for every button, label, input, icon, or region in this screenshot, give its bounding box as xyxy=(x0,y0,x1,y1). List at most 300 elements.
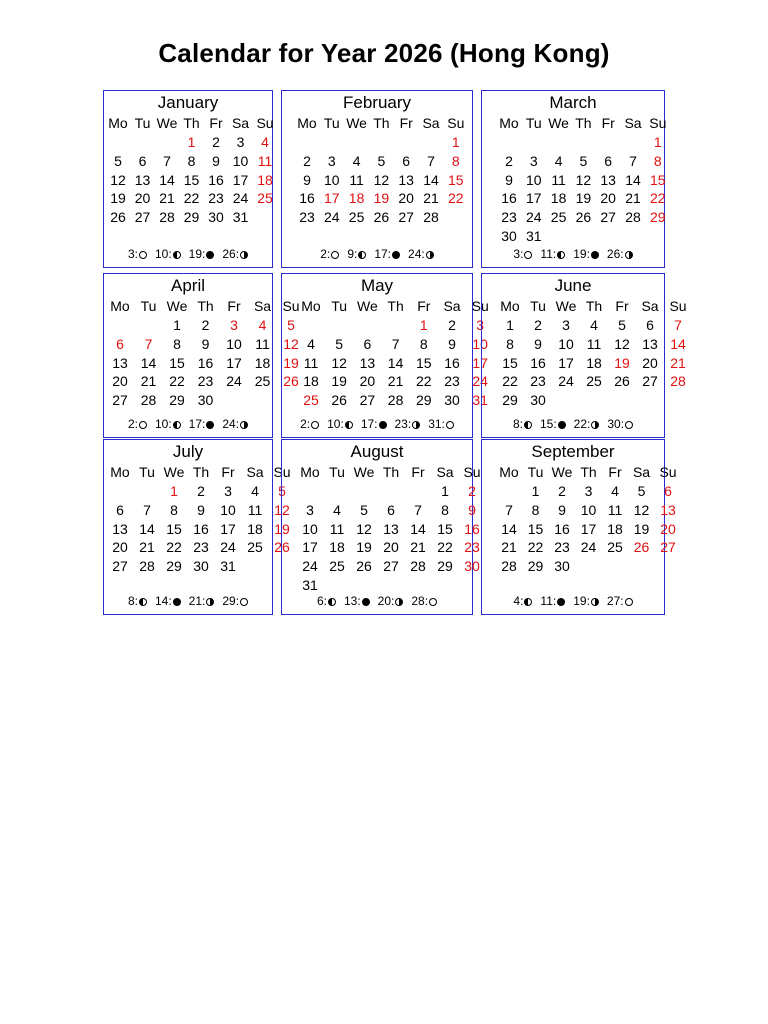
first-quarter-moon-icon xyxy=(625,251,633,259)
day-cell: 23 xyxy=(501,209,517,226)
moon-phase-entry xyxy=(374,247,400,261)
weekday-header: Su xyxy=(463,464,481,480)
day-cell: 2 xyxy=(197,483,205,499)
day-cell: 4 xyxy=(307,335,315,352)
month-name: March xyxy=(549,93,597,112)
moon-phase-entry xyxy=(574,417,600,431)
month-name: July xyxy=(172,442,204,461)
moon-phase-day: 10: xyxy=(154,417,172,431)
weekday-header: Fr xyxy=(417,298,431,314)
moon-phase-entry xyxy=(540,594,565,608)
moon-phase-entry xyxy=(540,247,565,261)
weekday-header: Fr xyxy=(601,115,615,131)
day-cell: 3 xyxy=(476,317,485,333)
day-cell: 18 xyxy=(257,171,273,188)
new-moon-icon xyxy=(392,251,400,259)
day-cell: 24 xyxy=(526,209,542,226)
day-cell: 6 xyxy=(664,483,672,499)
day-cell: 29 xyxy=(166,558,182,575)
last-quarter-moon-icon xyxy=(524,421,532,429)
weekday-header: Fr xyxy=(411,464,425,480)
day-cell: 5 xyxy=(287,317,295,333)
month-february xyxy=(281,90,473,268)
full-moon-icon xyxy=(524,251,532,259)
moon-phase-day: 6: xyxy=(316,594,327,608)
day-cell: 13 xyxy=(134,171,151,188)
month-name: April xyxy=(170,276,205,295)
day-cell: 18 xyxy=(303,373,319,390)
weekday-header: We xyxy=(357,298,378,314)
weekday-header: We xyxy=(353,464,375,480)
day-cell: 8 xyxy=(187,152,196,169)
day-cell: 30 xyxy=(193,558,209,575)
weekday-header: Th xyxy=(585,298,603,314)
day-cell: 28 xyxy=(625,209,641,226)
day-cell: 20 xyxy=(134,190,151,207)
moon-phase-day: 2: xyxy=(320,247,331,261)
day-cell: 30 xyxy=(444,392,460,409)
day-cell: 15 xyxy=(183,171,200,188)
moon-phase-day: 8: xyxy=(127,594,138,608)
day-cell: 25 xyxy=(254,373,271,390)
day-cell: 1 xyxy=(187,134,196,150)
day-cell: 10 xyxy=(558,335,574,352)
day-cell: 9 xyxy=(505,171,513,188)
day-cell: 9 xyxy=(303,171,311,188)
moon-phase-entry xyxy=(428,417,454,431)
moon-phase-entry xyxy=(189,594,215,608)
weekday-header: Sa xyxy=(231,115,250,131)
moon-phase-day: 13: xyxy=(343,594,361,608)
day-cell: 20 xyxy=(112,539,128,556)
moon-phase-entry xyxy=(155,417,181,431)
day-cell: 26 xyxy=(575,209,592,226)
day-cell: 23 xyxy=(193,539,209,556)
day-cell: 25 xyxy=(348,209,365,226)
day-cell: 24 xyxy=(232,190,249,207)
day-cell: 29 xyxy=(527,558,544,575)
day-cell: 31 xyxy=(526,228,542,244)
weekday-header: Su xyxy=(447,115,465,131)
day-cell: 24 xyxy=(324,209,340,226)
weekday-header: Tu xyxy=(527,464,544,480)
last-quarter-moon-icon xyxy=(557,251,565,259)
day-cell: 14 xyxy=(159,171,175,188)
day-cell: 7 xyxy=(144,335,153,352)
new-moon-icon xyxy=(206,251,214,259)
moon-phase-day: 17: xyxy=(360,417,378,431)
day-cell: 4 xyxy=(554,152,563,169)
weekday-header: Mo xyxy=(300,464,320,480)
day-cell: 29 xyxy=(416,392,432,409)
day-cell: 6 xyxy=(363,335,372,352)
day-cell: 6 xyxy=(387,501,395,518)
day-cell: 3 xyxy=(529,152,538,169)
day-cell: 3 xyxy=(224,483,232,499)
full-moon-icon xyxy=(429,598,437,606)
moon-phase-entry xyxy=(513,247,532,261)
day-cell: 25 xyxy=(303,392,319,409)
day-cell: 5 xyxy=(278,483,286,499)
weekday-header: We xyxy=(166,298,188,314)
day-cell: 10 xyxy=(324,171,340,188)
day-cell: 3 xyxy=(230,317,238,333)
weekday-header: We xyxy=(555,298,577,314)
day-cell: 8 xyxy=(419,335,428,352)
day-cell: 5 xyxy=(114,152,122,169)
last-quarter-moon-icon xyxy=(328,598,336,606)
day-cell: 28 xyxy=(423,209,439,226)
moon-phase-day: 30: xyxy=(607,417,625,431)
moon-phase-day: 9: xyxy=(347,247,358,261)
weekday-header: Tu xyxy=(323,115,340,131)
day-cell: 25 xyxy=(586,373,602,390)
day-cell: 12 xyxy=(356,520,372,537)
day-cell: 19 xyxy=(356,539,372,556)
day-cell: 2 xyxy=(303,152,311,169)
day-cell: 2 xyxy=(448,317,456,333)
last-quarter-moon-icon xyxy=(139,598,147,606)
moon-phase-entry xyxy=(189,247,215,261)
day-cell: 22 xyxy=(448,190,464,207)
month-name: May xyxy=(360,276,394,295)
moon-phase-day: 2: xyxy=(127,417,138,431)
weekday-header: Sa xyxy=(624,115,642,131)
moon-phase-entry xyxy=(513,594,532,608)
day-cell: 21 xyxy=(423,190,439,207)
day-cell: 22 xyxy=(169,373,185,390)
day-cell: 30 xyxy=(501,228,517,244)
month-january xyxy=(103,90,273,268)
day-cell: 19 xyxy=(614,354,630,371)
moon-phase-day: 4: xyxy=(513,594,524,608)
day-cell: 20 xyxy=(642,354,658,371)
day-cell: 1 xyxy=(419,317,428,333)
day-cell: 30 xyxy=(530,392,546,409)
moon-phases xyxy=(482,417,664,431)
day-cell: 13 xyxy=(112,520,128,537)
weekday-header: Th xyxy=(183,115,200,131)
day-cell: 24 xyxy=(472,373,488,390)
day-cell: 7 xyxy=(629,152,637,169)
moon-phases xyxy=(282,594,472,608)
day-cell: 24 xyxy=(226,373,242,390)
moon-phase-day: 28: xyxy=(411,594,429,608)
full-moon-icon xyxy=(331,251,339,259)
moon-phase-entry xyxy=(408,247,434,261)
day-cell: 28 xyxy=(140,392,157,409)
day-cell: 8 xyxy=(173,335,181,352)
moon-phase-day: 11: xyxy=(540,594,557,608)
weekday-header: Mo xyxy=(301,298,321,314)
day-cell: 24 xyxy=(220,539,236,556)
day-cell: 23 xyxy=(197,373,214,390)
moon-phase-day: 24: xyxy=(408,247,425,261)
moon-phase-entry xyxy=(300,417,319,431)
day-cell: 6 xyxy=(138,152,147,169)
weekday-header: Fr xyxy=(209,115,223,131)
moon-phase-entry xyxy=(378,594,404,608)
day-cell: 24 xyxy=(580,539,597,556)
day-cell: 24 xyxy=(302,558,318,575)
day-cell: 11 xyxy=(329,520,345,537)
moon-phase-day: 11: xyxy=(540,247,557,261)
moon-phase-entry xyxy=(128,417,147,431)
day-cell: 25 xyxy=(550,209,567,226)
day-cell: 14 xyxy=(140,354,157,371)
day-cell: 10 xyxy=(580,501,597,518)
full-moon-icon xyxy=(311,421,319,429)
day-cell: 14 xyxy=(501,520,517,537)
weekday-header: Mo xyxy=(500,298,520,314)
month-july xyxy=(103,439,291,615)
day-cell: 29 xyxy=(650,209,666,226)
day-cell: 18 xyxy=(329,539,345,556)
month-august xyxy=(281,439,481,615)
day-cell: 5 xyxy=(377,152,386,169)
page-title: Calendar for Year 2026 (Hong Kong) xyxy=(158,38,610,68)
day-cell: 11 xyxy=(255,335,270,352)
weekday-header: Mo xyxy=(499,464,519,480)
day-cell: 30 xyxy=(464,558,480,575)
day-cell: 26 xyxy=(356,558,372,575)
day-cell: 30 xyxy=(208,209,224,226)
moon-phase-entry xyxy=(155,594,181,608)
weekday-header: Tu xyxy=(139,464,155,480)
day-cell: 17 xyxy=(220,520,236,537)
weekday-header: Su xyxy=(273,464,291,480)
new-moon-icon xyxy=(379,421,387,429)
weekday-header: Tu xyxy=(530,298,546,314)
day-cell: 15 xyxy=(448,171,464,188)
day-cell: 10 xyxy=(472,335,488,352)
day-cell: 21 xyxy=(501,539,517,556)
day-cell: 3 xyxy=(562,317,570,333)
day-cell: 27 xyxy=(112,558,128,575)
day-cell: 29 xyxy=(437,558,453,575)
day-cell: 19 xyxy=(331,373,347,390)
day-cell: 9 xyxy=(201,335,210,352)
new-moon-icon xyxy=(206,421,214,429)
weekday-header: Tu xyxy=(134,115,151,131)
weekday-header: Th xyxy=(197,298,214,314)
day-cell: 3 xyxy=(327,152,336,169)
day-cell: 16 xyxy=(530,354,546,371)
day-cell: 27 xyxy=(398,209,414,226)
day-cell: 2 xyxy=(534,317,542,333)
moon-phase-day: 10: xyxy=(154,247,172,261)
day-cell: 4 xyxy=(352,152,361,169)
day-cell: 27 xyxy=(112,392,128,409)
day-cell: 15 xyxy=(527,520,544,537)
moon-phase-entry xyxy=(607,417,633,431)
day-cell: 10 xyxy=(226,335,242,352)
day-cell: 28 xyxy=(387,392,404,409)
weekday-header: Su xyxy=(256,115,274,131)
month-june xyxy=(481,273,687,438)
day-cell: 2 xyxy=(212,134,220,150)
moon-phases xyxy=(282,417,472,431)
moon-phase-day: 10: xyxy=(327,417,344,431)
month-april xyxy=(103,273,300,438)
day-cell: 31 xyxy=(302,577,318,593)
moon-phase-day: 20: xyxy=(377,594,395,608)
day-cell: 11 xyxy=(586,335,602,352)
moon-phase-entry xyxy=(222,417,248,431)
day-cell: 8 xyxy=(170,501,178,518)
day-cell: 4 xyxy=(611,483,619,499)
moon-phase-entry xyxy=(347,247,366,261)
day-cell: 11 xyxy=(303,354,319,371)
day-cell: 20 xyxy=(383,539,399,556)
day-cell: 9 xyxy=(212,152,220,169)
day-cell: 5 xyxy=(618,317,626,333)
day-cell: 27 xyxy=(134,209,151,226)
day-cell: 22 xyxy=(437,539,453,556)
moon-phase-entry xyxy=(607,594,633,608)
day-cell: 11 xyxy=(551,171,566,188)
day-cell: 27 xyxy=(642,373,658,390)
moon-phase-entry xyxy=(155,247,181,261)
moon-phase-day: 2: xyxy=(300,417,311,431)
moon-phase-day: 21: xyxy=(188,594,206,608)
moon-phase-day: 3: xyxy=(127,247,138,261)
day-cell: 12 xyxy=(633,501,650,518)
moon-phases xyxy=(282,247,472,261)
day-cell: 22 xyxy=(166,539,182,556)
day-cell: 14 xyxy=(139,520,155,537)
day-cell: 15 xyxy=(166,520,182,537)
day-cell: 8 xyxy=(451,152,460,169)
day-cell: 12 xyxy=(373,171,390,188)
day-cell: 28 xyxy=(501,558,517,575)
moon-phase-day: 19: xyxy=(573,594,590,608)
day-cell: 1 xyxy=(170,483,178,499)
day-cell: 10 xyxy=(302,520,318,537)
day-cell: 7 xyxy=(414,501,422,518)
month-name: September xyxy=(531,442,615,461)
weekday-header: Sa xyxy=(253,298,272,314)
day-cell: 28 xyxy=(159,209,175,226)
moon-phase-day: 31: xyxy=(428,417,445,431)
day-cell: 21 xyxy=(670,354,686,371)
moon-phase-day: 26: xyxy=(222,247,240,261)
weekday-header: We xyxy=(548,115,569,131)
moon-phase-entry xyxy=(344,594,370,608)
day-cell: 20 xyxy=(600,190,616,207)
moon-phase-day: 22: xyxy=(573,417,591,431)
day-cell: 2 xyxy=(558,483,566,499)
day-cell: 1 xyxy=(441,483,449,499)
day-cell: 25 xyxy=(329,558,345,575)
weekday-header: Th xyxy=(575,115,592,131)
day-cell: 23 xyxy=(464,539,480,556)
moon-phase-entry xyxy=(222,247,248,261)
day-cell: 15 xyxy=(416,354,432,371)
weekday-header: Tu xyxy=(329,464,345,480)
moon-phases xyxy=(104,594,272,608)
day-cell: 21 xyxy=(139,539,155,556)
day-cell: 19 xyxy=(274,520,290,537)
day-cell: 22 xyxy=(183,190,200,207)
day-cell: 16 xyxy=(501,190,517,207)
day-cell: 20 xyxy=(398,190,414,207)
weekday-header: Fr xyxy=(615,298,629,314)
first-quarter-moon-icon xyxy=(206,598,214,606)
day-cell: 4 xyxy=(261,134,269,150)
month-name: August xyxy=(350,442,404,461)
day-cell: 5 xyxy=(637,483,646,499)
day-cell: 19 xyxy=(283,354,299,371)
day-cell: 25 xyxy=(607,539,623,556)
day-cell: 8 xyxy=(653,152,662,169)
day-cell: 29 xyxy=(502,392,518,409)
day-cell: 13 xyxy=(660,501,676,518)
moon-phase-day: 15: xyxy=(539,417,557,431)
day-cell: 26 xyxy=(614,373,630,390)
day-cell: 1 xyxy=(173,317,181,333)
day-cell: 22 xyxy=(502,373,518,390)
day-cell: 26 xyxy=(331,392,347,409)
first-quarter-moon-icon xyxy=(591,598,599,606)
day-cell: 23 xyxy=(444,373,460,390)
day-cell: 29 xyxy=(169,392,185,409)
day-cell: 15 xyxy=(650,171,666,188)
weekday-header: Sa xyxy=(422,115,440,131)
day-cell: 7 xyxy=(505,501,513,518)
day-cell: 12 xyxy=(575,171,592,188)
day-cell: 1 xyxy=(653,134,662,150)
day-cell: 6 xyxy=(646,317,654,333)
day-cell: 23 xyxy=(554,539,570,556)
day-cell: 31 xyxy=(220,558,236,575)
weekday-header: Mo xyxy=(110,298,130,314)
day-cell: 26 xyxy=(373,209,390,226)
moon-phase-day: 17: xyxy=(374,247,392,261)
moon-phase-entry xyxy=(320,247,339,261)
day-cell: 16 xyxy=(554,520,570,537)
weekday-header: Sa xyxy=(443,298,461,314)
last-quarter-moon-icon xyxy=(173,421,181,429)
moon-phases xyxy=(482,247,664,261)
day-cell: 1 xyxy=(531,483,540,499)
day-cell: 6 xyxy=(604,152,613,169)
day-cell: 17 xyxy=(526,190,542,207)
day-cell: 14 xyxy=(670,335,686,352)
full-moon-icon xyxy=(446,421,454,429)
day-cell: 17 xyxy=(558,354,574,371)
moon-phase-entry xyxy=(317,594,336,608)
day-cell: 21 xyxy=(410,539,426,556)
weekday-header: Su xyxy=(659,464,677,480)
weekday-header: Tu xyxy=(525,115,542,131)
full-moon-icon xyxy=(139,421,147,429)
month-name: June xyxy=(554,276,592,295)
day-cell: 26 xyxy=(274,539,290,556)
weekday-header: Su xyxy=(649,115,667,131)
day-cell: 24 xyxy=(558,373,574,390)
day-cell: 10 xyxy=(220,501,236,518)
day-cell: 25 xyxy=(247,539,263,556)
month-september xyxy=(481,439,677,615)
day-cell: 16 xyxy=(464,520,480,537)
new-moon-icon xyxy=(362,598,370,606)
day-cell: 13 xyxy=(642,335,658,352)
weekday-header: Sa xyxy=(246,464,264,480)
day-cell: 4 xyxy=(590,317,598,333)
day-cell: 12 xyxy=(331,354,347,371)
day-cell: 28 xyxy=(670,373,686,390)
